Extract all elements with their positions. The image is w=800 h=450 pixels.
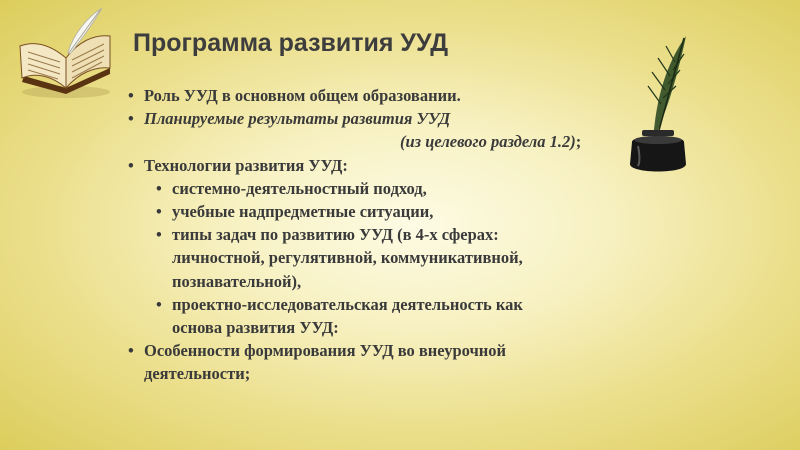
list-item-punct: ; xyxy=(575,132,582,152)
list-item xyxy=(128,339,598,385)
open-book-icon xyxy=(10,6,116,100)
bullet-dot: • xyxy=(156,225,162,245)
sub-list-item-line: основа развития УУД: xyxy=(172,318,339,338)
list-item-line: деятельности; xyxy=(144,364,251,384)
bullet-dot: • xyxy=(128,341,134,361)
sub-list-item-line: проектно-исследовательская деятельность как xyxy=(172,294,523,314)
bullet-dot: • xyxy=(128,155,134,175)
sub-list-item xyxy=(128,177,598,200)
sub-list-item-line: личностной, регулятивной, коммуникативной, xyxy=(172,248,523,268)
sub-list-item xyxy=(128,200,598,223)
slide-title: Программа развития УУД xyxy=(133,29,449,57)
sub-list-item-text: учебные надпредметные ситуации, xyxy=(172,202,434,222)
bullet-dot: • xyxy=(128,86,134,105)
sub-list-item-text: системно-деятельностный подход, xyxy=(172,178,427,198)
sub-list-item xyxy=(128,293,598,339)
sub-list-item-line: типы задач по развитию УУД (в 4-х сферах: xyxy=(172,225,499,245)
list-item xyxy=(128,107,598,130)
list-item-text: Роль УУД в основном общем образовании. xyxy=(144,86,461,105)
bullet-dot: • xyxy=(156,202,162,222)
list-item-text: Планируемые результаты развития УУД xyxy=(144,109,451,129)
list-item-note: (из целевого раздела 1.2) xyxy=(400,132,576,152)
inkwell-icon xyxy=(624,34,694,174)
sub-list-item xyxy=(128,223,598,293)
list-item-text: Технологии развития УУД: xyxy=(144,155,348,175)
list-item-line: Особенности формирования УУД во внеурочной xyxy=(144,341,507,361)
list-item-continuation xyxy=(128,130,598,153)
list-item xyxy=(128,84,598,107)
bullet-dot: • xyxy=(156,178,162,198)
bullet-dot: • xyxy=(156,294,162,314)
list-item xyxy=(128,154,598,177)
sub-list-item-line: познавательной), xyxy=(172,271,302,291)
bullet-dot: • xyxy=(128,109,134,129)
bullet-list xyxy=(128,84,598,386)
